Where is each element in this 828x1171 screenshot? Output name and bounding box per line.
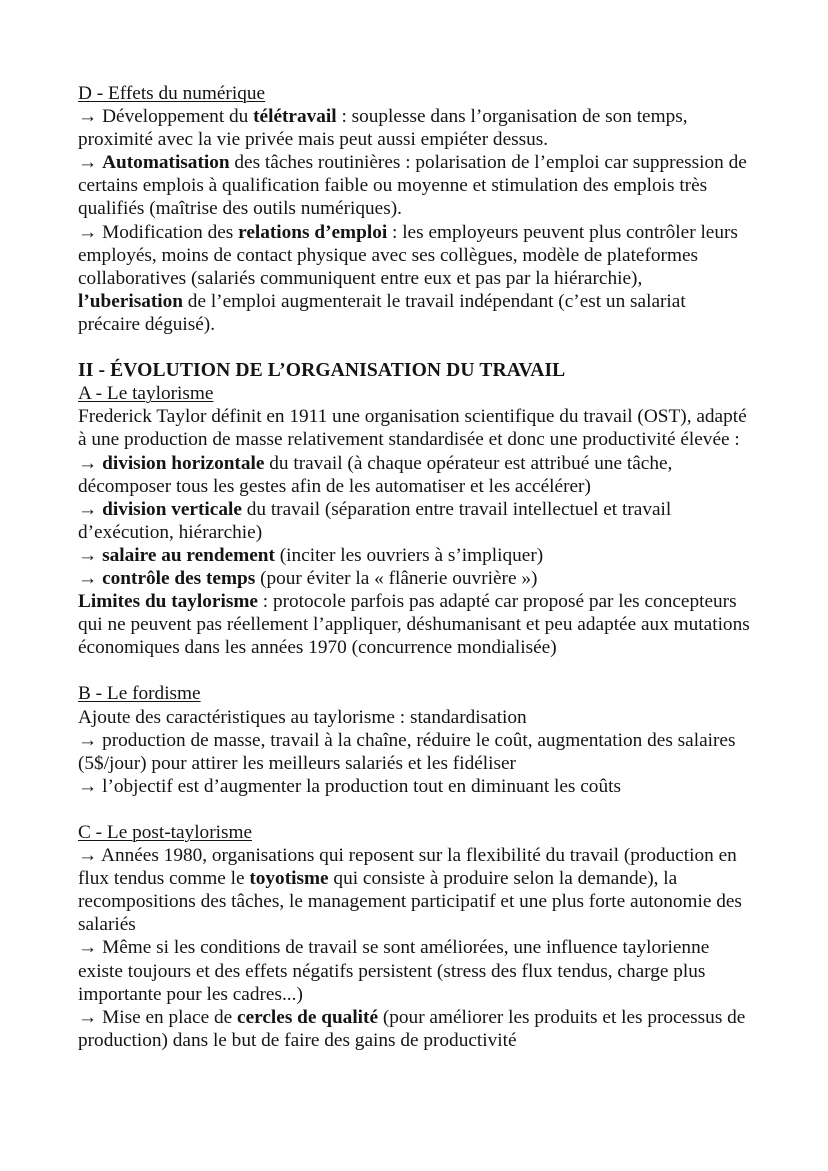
bullet-division-verticale [78,498,750,544]
arrow-bullet-icon: → [78,1006,98,1028]
heading-d-effets-du-numerique [78,82,750,105]
paragraph-relations-emploi [78,221,750,336]
keyword-luberisation: l’uberisation [78,290,183,312]
keyword-automatisation: Automatisation [102,152,230,174]
bullet-objectif-production [78,775,750,798]
arrow-bullet-icon: → [78,729,98,751]
paragraph-limites-du-taylorisme [78,590,750,659]
keyword-division-verticale: division verticale [102,498,242,520]
arrow-bullet-icon: → [78,845,98,867]
heading-ii-evolution: II - ÉVOLUTION DE L’ORGANISATION DU TRAVAIL [78,360,566,382]
arrow-bullet-icon: → [78,775,98,797]
keyword-division-horizontale: division horizontale [102,452,265,474]
paragraph-text-before: Modification des [97,221,239,243]
arrow-bullet-icon: → [78,221,98,243]
section-spacer [78,798,750,821]
bullet-text: du travail (séparation entre travail intellectuel et travail d’exécution, hiérarchie) [78,498,672,543]
paragraph-text-middle: : les employeurs peuvent plus contrôler leurs employés, moins de contact physique avec ses collègues, modèle de plateformes collaboratives (salariés communiquent entre eux et pas par la hiérarchie), [78,221,738,289]
bullet-text-before: Années 1980, organisations qui reposent sur la flexibilité du travail (production en flux tendus comme le [78,845,737,890]
bullet-text: l’objectif est d’augmenter la production tout en diminuant les coûts [97,775,621,797]
heading-b-le-fordisme [78,682,750,705]
keyword-salaire-au-rendement: salaire au rendement [102,544,275,566]
paragraph-text-before: Développement du [97,106,254,128]
arrow-bullet-icon: → [78,567,98,589]
arrow-bullet-icon: → [78,498,98,520]
bullet-text-after: qui consiste à produire selon la demande), la recompositions des tâches, le management participatif et une plus forte autonomie des salariés [78,868,742,936]
bullet-text: Même si les conditions de travail se sont améliorées, une influence taylorienne existe toujours et des effets négatifs persistent (stress des flux tendus, charge plus importante pour les cadres...) [78,937,710,1005]
bullet-annees-1980-flexibilite [78,844,750,936]
document-body [78,82,750,1052]
paragraph-text-after: : souplesse dans l’organisation de son temps, proximité avec la vie privée mais peut aussi empiéter dessus. [78,106,688,151]
paragraph-text: : protocole parfois pas adapté car proposé par les concepteurs qui ne peuvent pas réellement l’appliquer, déshumanisant et peu adaptée aux mutations économiques dans les années 1970 (concurrence mondialisée) [78,591,750,659]
bullet-text: (inciter les ouvriers à s’impliquer) [274,544,544,566]
heading-a-text: A - Le taylorisme [78,383,214,405]
arrow-bullet-icon: → [78,937,98,959]
bullet-salaire-au-rendement [78,544,750,567]
arrow-bullet-icon: → [78,544,98,566]
bullet-influence-taylorienne [78,936,750,1005]
keyword-cercles-de-qualite: cercles de qualité [237,1006,379,1028]
paragraph-fordisme-intro: Ajoute des caractéristiques au taylorisme : standardisation [78,706,527,728]
paragraph-text-after: des tâches routinières : polarisation de l’emploi car suppression de certains emplois à qualification faible ou moyenne et stimulation des emplois très qualifiés (maîtrise des outils numériques). [78,152,747,220]
heading-a-le-taylorisme [78,382,750,405]
heading-b-text: B - Le fordisme [78,683,201,705]
section-effets-du-numerique [78,82,750,336]
section-le-fordisme [78,682,750,797]
bullet-text: production de masse, travail à la chaîne, réduire le coût, augmentation des salaires (5$/jour) pour attirer les meilleurs salariés et les fidéliser [78,729,736,774]
heading-c-text: C - Le post-taylorisme [78,822,253,843]
bullet-text: du travail (à chaque opérateur est attribué une tâche, décomposer tous les gestes afin de les automatiser et les accélérer) [78,452,673,497]
bullet-production-de-masse [78,729,750,775]
arrow-bullet-icon: → [78,106,98,128]
paragraph-automatisation [78,151,750,220]
heading-c-le-post-taylorisme [78,821,750,844]
bullet-text: (pour éviter la « flânerie ouvrière ») [255,567,538,589]
bullet-text-after: (pour améliorer les produits et les processus de production) dans le but de faire des gains de productivité [78,1006,746,1051]
bullet-cercles-de-qualite [78,1006,750,1052]
section-spacer [78,659,750,682]
paragraph-taylor-intro: Frederick Taylor définit en 1911 une organisation scientifique du travail (OST), adapté à une production de masse relativement standardisée et donc une productivité élevée : [78,406,747,451]
keyword-relations-demploi: relations d’emploi [238,221,388,243]
bullet-controle-des-temps [78,567,750,590]
section-spacer [78,336,750,359]
bullet-division-horizontale [78,452,750,498]
arrow-bullet-icon: → [78,452,98,474]
heading-d-text: D - Effets du numérique [78,83,266,104]
paragraph-text-after: de l’emploi augmenterait le travail indépendant (c’est un salariat précaire déguisé). [78,290,686,335]
paragraph-teletravail [78,105,750,151]
bullet-text-before: Mise en place de [97,1006,238,1028]
keyword-toyotisme: toyotisme [249,868,329,890]
keyword-teletravail: télétravail [253,106,337,128]
keyword-limites-du-taylorisme: Limites du taylorisme [78,591,258,613]
keyword-controle-des-temps: contrôle des temps [102,567,256,589]
section-le-post-taylorisme [78,821,750,1052]
arrow-bullet-icon: → [78,152,98,174]
section-evolution-organisation-travail [78,359,750,659]
